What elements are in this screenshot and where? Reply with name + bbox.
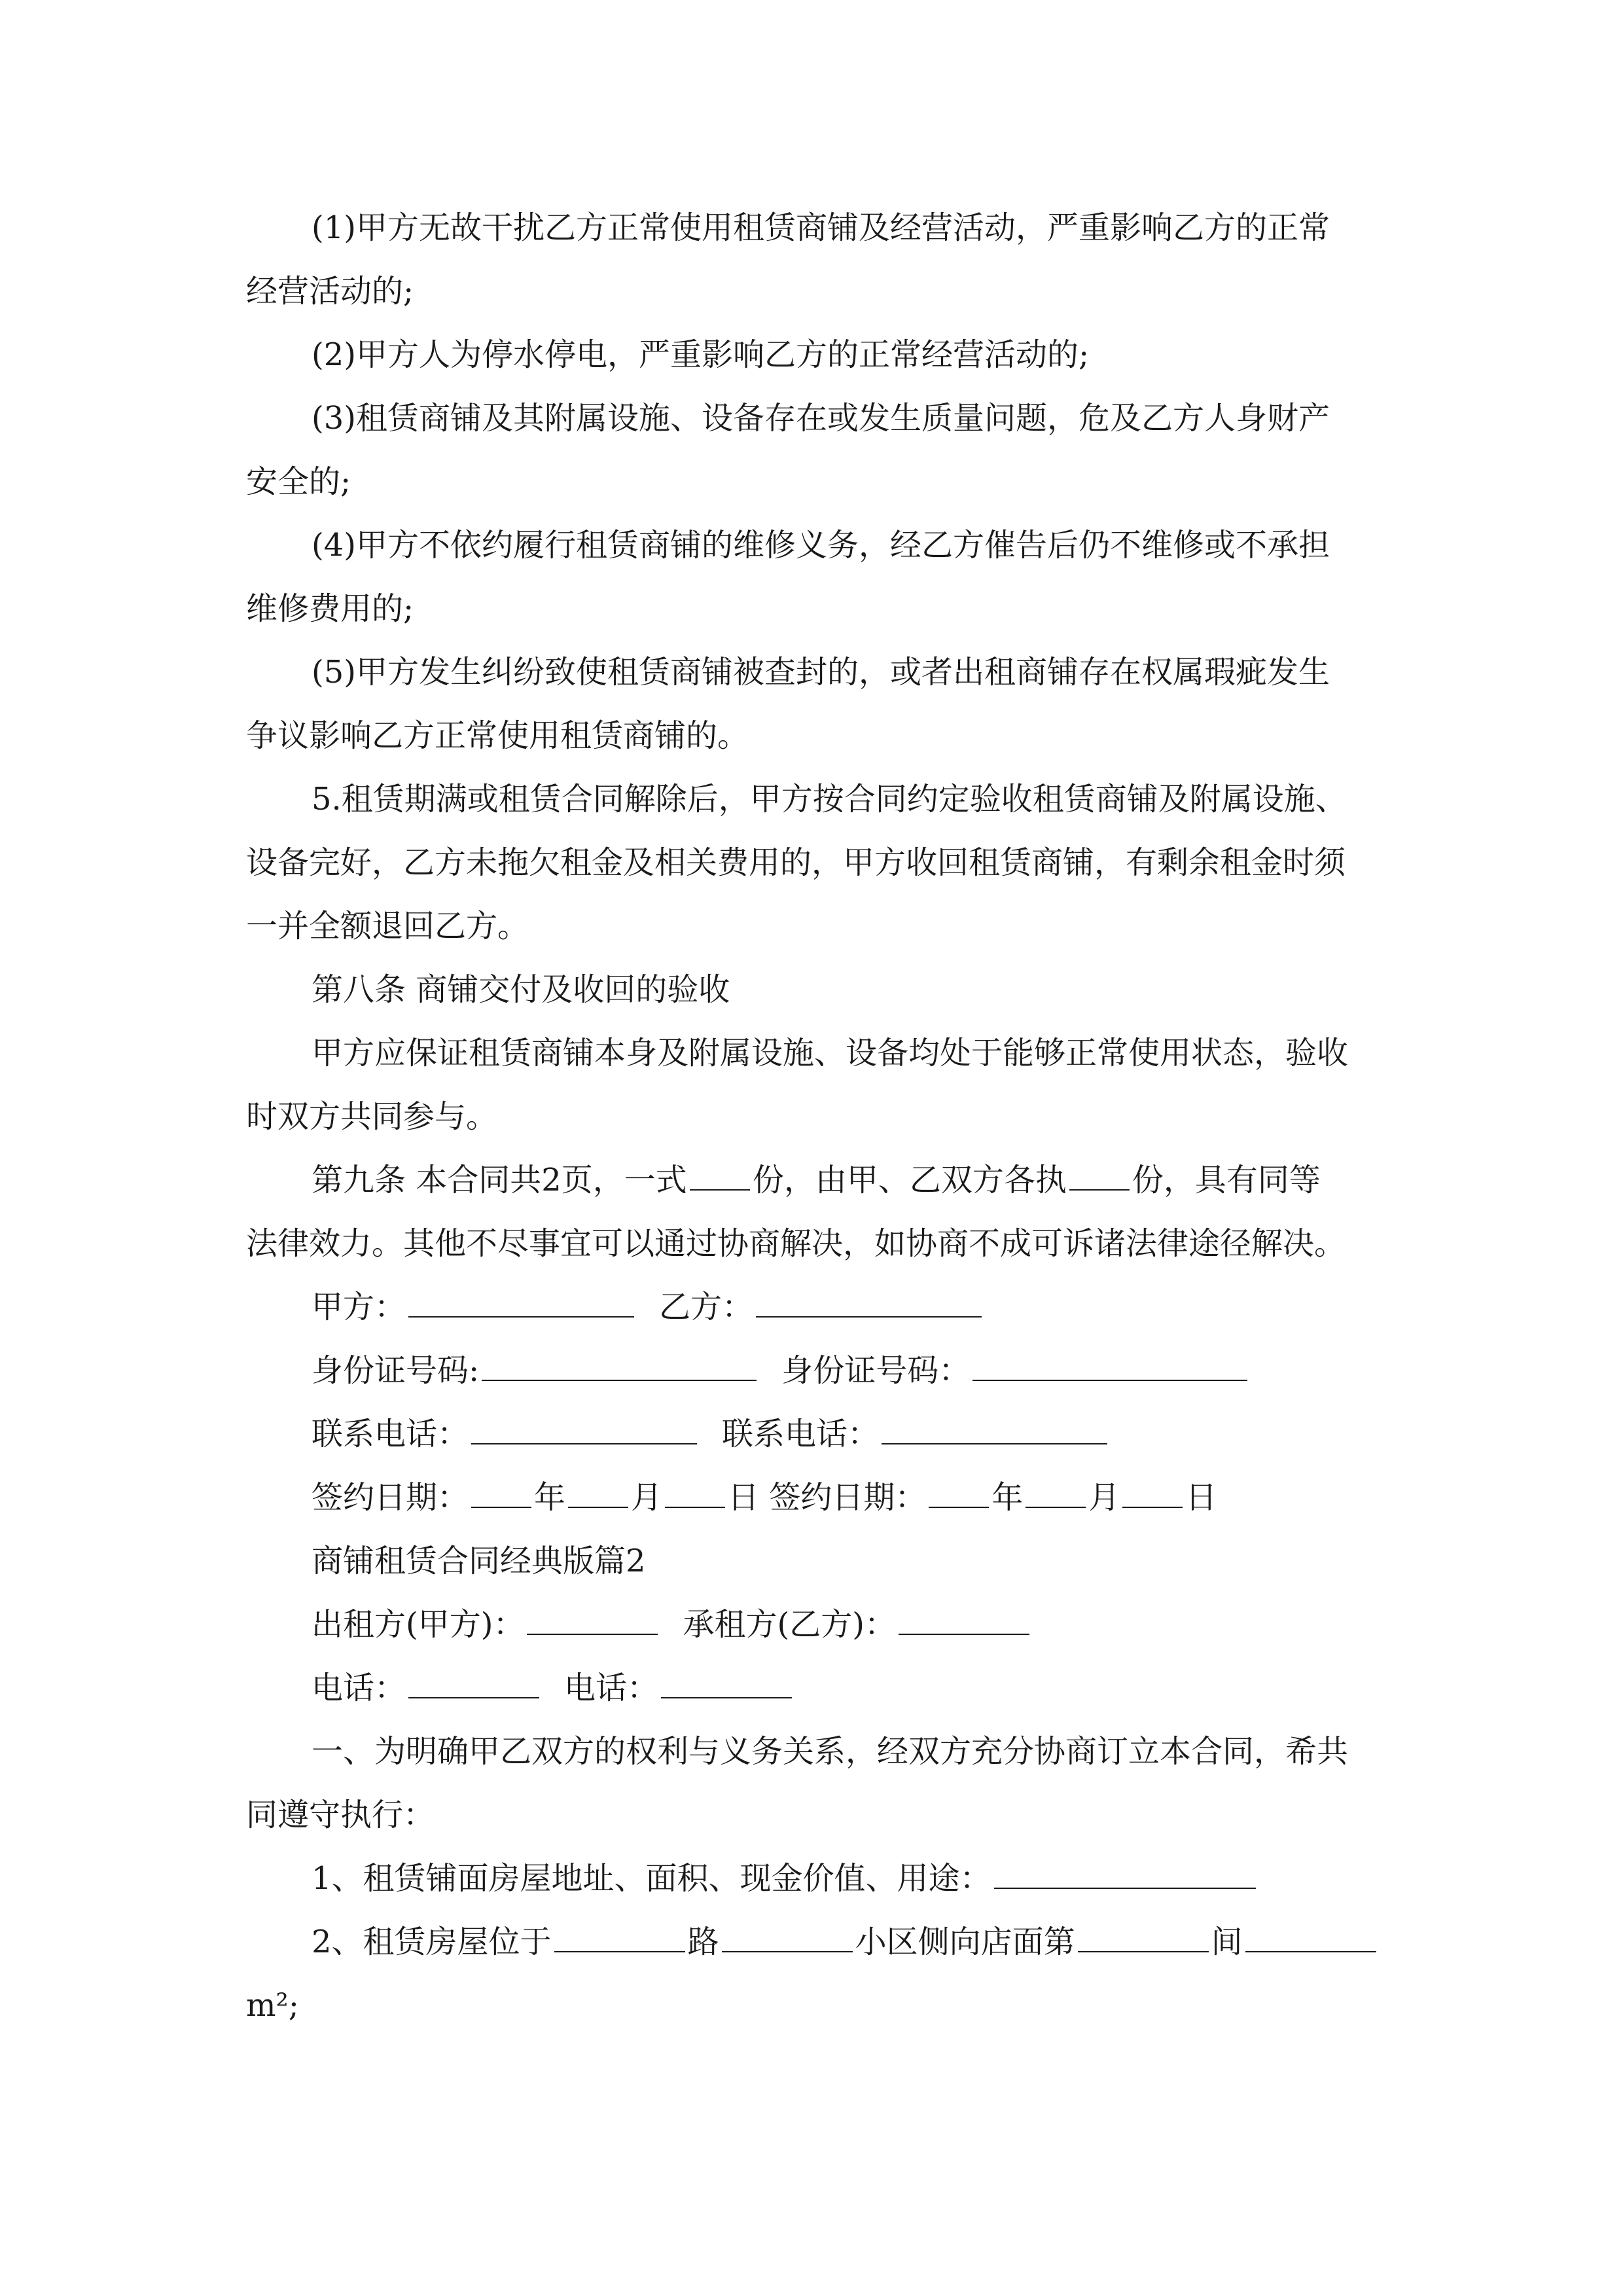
item-2-text-a: 2、租赁房屋位于 [312, 1924, 552, 1960]
section-2-item-2-unit: m²; [246, 1987, 299, 2024]
section-2-item-2 [246, 1910, 1385, 1974]
road-blank [554, 1921, 685, 1952]
article-8-line-1: 甲方应保证租赁商铺本身及附属设施、设备均处于能够正常使用状态，验收 [312, 1035, 1349, 1071]
phone-a-label: 电话： [312, 1670, 406, 1706]
area-blank [1245, 1921, 1376, 1952]
item-2-text-c: 小区侧向店面第 [855, 1924, 1075, 1960]
date-a-year-blank [471, 1477, 531, 1508]
sign-id-row [246, 1339, 1385, 1403]
party-a-label: 甲方： [312, 1289, 406, 1325]
article-9-line-1 [246, 1149, 1385, 1212]
copies-blank [690, 1159, 750, 1191]
party-b-blank [756, 1286, 982, 1318]
date-a-month-blank [568, 1477, 628, 1508]
lessee-label: 承租方(乙方)： [683, 1606, 896, 1643]
lessor-blank [527, 1604, 658, 1635]
clause-2-line-1: (2)甲方人为停水停电，严重影响乙方的正常经营活动的; [312, 336, 1090, 373]
lessor-lessee-row [246, 1593, 1385, 1657]
item-1-label: 1、租赁铺面房屋地址、面积、现金价值、用途： [312, 1860, 991, 1897]
tel-a-label: 联系电话： [312, 1416, 469, 1452]
article-9-line-2: 法律效力。其他不尽事宜可以通过协商解决，如协商不成可诉诸法律途径解决。 [246, 1225, 1346, 1262]
article-9-text-b: 份，由甲、乙双方各执 [752, 1162, 1067, 1198]
party-a-blank [408, 1286, 634, 1318]
id-a-blank [482, 1350, 757, 1381]
clause-1-line-1: (1)甲方无故干扰乙方正常使用租赁商铺及经营活动，严重影响乙方的正常 [312, 209, 1330, 246]
id-a-label: 身份证号码: [312, 1352, 480, 1389]
item-2-text-d: 间 [1211, 1924, 1243, 1960]
article-9-text-a: 第九条 本合同共2页，一式 [312, 1162, 687, 1198]
lessee-blank [899, 1604, 1029, 1635]
tel-b-label: 联系电话： [722, 1416, 880, 1452]
day-label: 日 [728, 1479, 760, 1516]
phone-b-blank [661, 1667, 792, 1698]
date-b-month-blank [1026, 1477, 1086, 1508]
item-2-text-b: 路 [687, 1924, 719, 1960]
section-2-para-1-line-1: 一、为明确甲乙双方的权利与义务关系，经双方充分协商订立本合同，希共 [312, 1733, 1349, 1770]
clause-1-line-2: 经营活动的; [246, 273, 414, 310]
item-5-line-2: 设备完好，乙方未拖欠租金及相关费用的，甲方收回租赁商铺，有剩余租金时须 [246, 844, 1346, 881]
item-5-line-1: 5.租赁期满或租赁合同解除后，甲方按合同约定验收租赁商铺及附属设施、 [312, 781, 1347, 817]
phone-b-label: 电话： [564, 1670, 659, 1706]
tel-b-blank [882, 1413, 1107, 1444]
clause-3-line-2: 安全的; [246, 463, 351, 500]
document-page [246, 196, 1385, 2037]
sign-party-row [246, 1276, 1385, 1339]
item-1-blank [994, 1857, 1256, 1889]
party-b-label: 乙方： [659, 1289, 754, 1325]
date-a-day-blank [665, 1477, 725, 1508]
article-9-text-c: 份，具有同等 [1132, 1162, 1321, 1198]
month-label: 月 [1088, 1479, 1120, 1516]
phone-a-blank [408, 1667, 539, 1698]
year-label: 年 [991, 1479, 1024, 1516]
clause-4-line-1: (4)甲方不依约履行租赁商铺的维修义务，经乙方催告后仍不维修或不承担 [312, 527, 1330, 564]
section-2-title: 商铺租赁合同经典版篇2 [312, 1543, 646, 1579]
date-b-label: 签约日期： [769, 1479, 927, 1516]
day-label: 日 [1185, 1479, 1217, 1516]
month-label: 月 [631, 1479, 663, 1516]
unit-number-blank [1078, 1921, 1209, 1952]
date-b-year-blank [929, 1477, 989, 1508]
date-a-label: 签约日期： [312, 1479, 469, 1516]
clause-5-line-1: (5)甲方发生纠纷致使租赁商铺被查封的，或者出租商铺存在权属瑕疵发生 [312, 654, 1330, 691]
item-5-line-3: 一并全额退回乙方。 [246, 908, 529, 944]
clause-4-line-2: 维修费用的; [246, 590, 414, 627]
id-b-blank [972, 1350, 1247, 1381]
date-b-day-blank [1122, 1477, 1183, 1508]
lessor-label: 出租方(甲方)： [312, 1606, 525, 1643]
year-label: 年 [534, 1479, 566, 1516]
clause-5-line-2: 争议影响乙方正常使用租赁商铺的。 [246, 717, 749, 754]
article-8-line-2: 时双方共同参与。 [246, 1098, 498, 1135]
phone-row [246, 1657, 1385, 1720]
article-8-title: 第八条 商铺交付及收回的验收 [312, 971, 730, 1008]
id-b-label: 身份证号码： [781, 1352, 971, 1389]
section-2-item-1 [246, 1847, 1385, 1910]
clause-3-line-1: (3)租赁商铺及其附属设施、设备存在或发生质量问题，危及乙方人身财产 [312, 400, 1330, 437]
sign-tel-row [246, 1403, 1385, 1466]
community-blank [722, 1921, 853, 1952]
sign-date-row [246, 1466, 1385, 1530]
each-copies-blank [1069, 1159, 1130, 1191]
tel-a-blank [471, 1413, 697, 1444]
section-2-para-1-line-2: 同遵守执行： [246, 1797, 435, 1833]
